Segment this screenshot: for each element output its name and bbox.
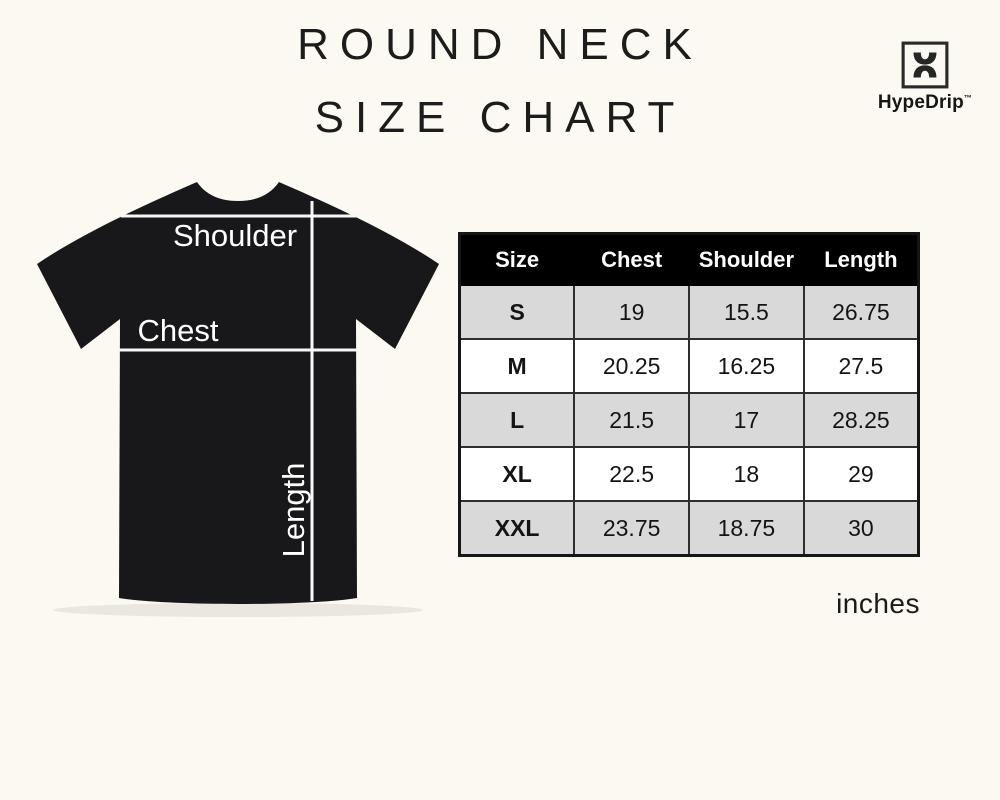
shirt-shadow <box>53 603 423 617</box>
cell-shoulder: 16.25 <box>689 339 804 393</box>
col-header-shoulder: Shoulder <box>689 234 804 286</box>
page-title-line2: SIZE CHART <box>314 93 686 142</box>
units-note: inches <box>836 588 920 619</box>
cell-chest: 19 <box>574 285 689 339</box>
hypedrip-monogram-icon <box>900 40 950 90</box>
col-header-size: Size <box>460 234 575 286</box>
cell-shoulder: 15.5 <box>689 285 804 339</box>
cell-shoulder: 17 <box>689 393 804 447</box>
tshirt-measurement-diagram <box>20 168 450 628</box>
page-title <box>0 8 1000 154</box>
cell-size: S <box>460 285 575 339</box>
cell-chest: 23.75 <box>574 501 689 556</box>
col-header-length: Length <box>804 234 919 286</box>
trademark-symbol: ™ <box>963 93 973 103</box>
tshirt-illustration <box>20 168 450 628</box>
cell-size: XL <box>460 447 575 501</box>
table-row <box>460 501 919 556</box>
cell-length: 27.5 <box>804 339 919 393</box>
cell-chest: 22.5 <box>574 447 689 501</box>
brand-logo <box>877 40 973 114</box>
length-label: Length <box>276 462 311 558</box>
size-chart-table <box>458 232 920 557</box>
cell-chest: 20.25 <box>574 339 689 393</box>
cell-chest: 21.5 <box>574 393 689 447</box>
cell-shoulder: 18 <box>689 447 804 501</box>
table-row <box>460 285 919 339</box>
table-header-row <box>460 234 919 286</box>
page-title-line1: ROUND NECK <box>297 20 703 69</box>
cell-length: 30 <box>804 501 919 556</box>
cell-length: 29 <box>804 447 919 501</box>
col-header-chest: Chest <box>574 234 689 286</box>
cell-size: L <box>460 393 575 447</box>
table-row <box>460 339 919 393</box>
brand-name: HypeDrip™ <box>877 92 973 113</box>
chest-label: Chest <box>137 313 219 348</box>
cell-length: 26.75 <box>804 285 919 339</box>
cell-shoulder: 18.75 <box>689 501 804 556</box>
shoulder-label: Shoulder <box>172 218 298 253</box>
cell-size: XXL <box>460 501 575 556</box>
table-row <box>460 447 919 501</box>
cell-length: 28.25 <box>804 393 919 447</box>
table-row <box>460 393 919 447</box>
cell-size: M <box>460 339 575 393</box>
